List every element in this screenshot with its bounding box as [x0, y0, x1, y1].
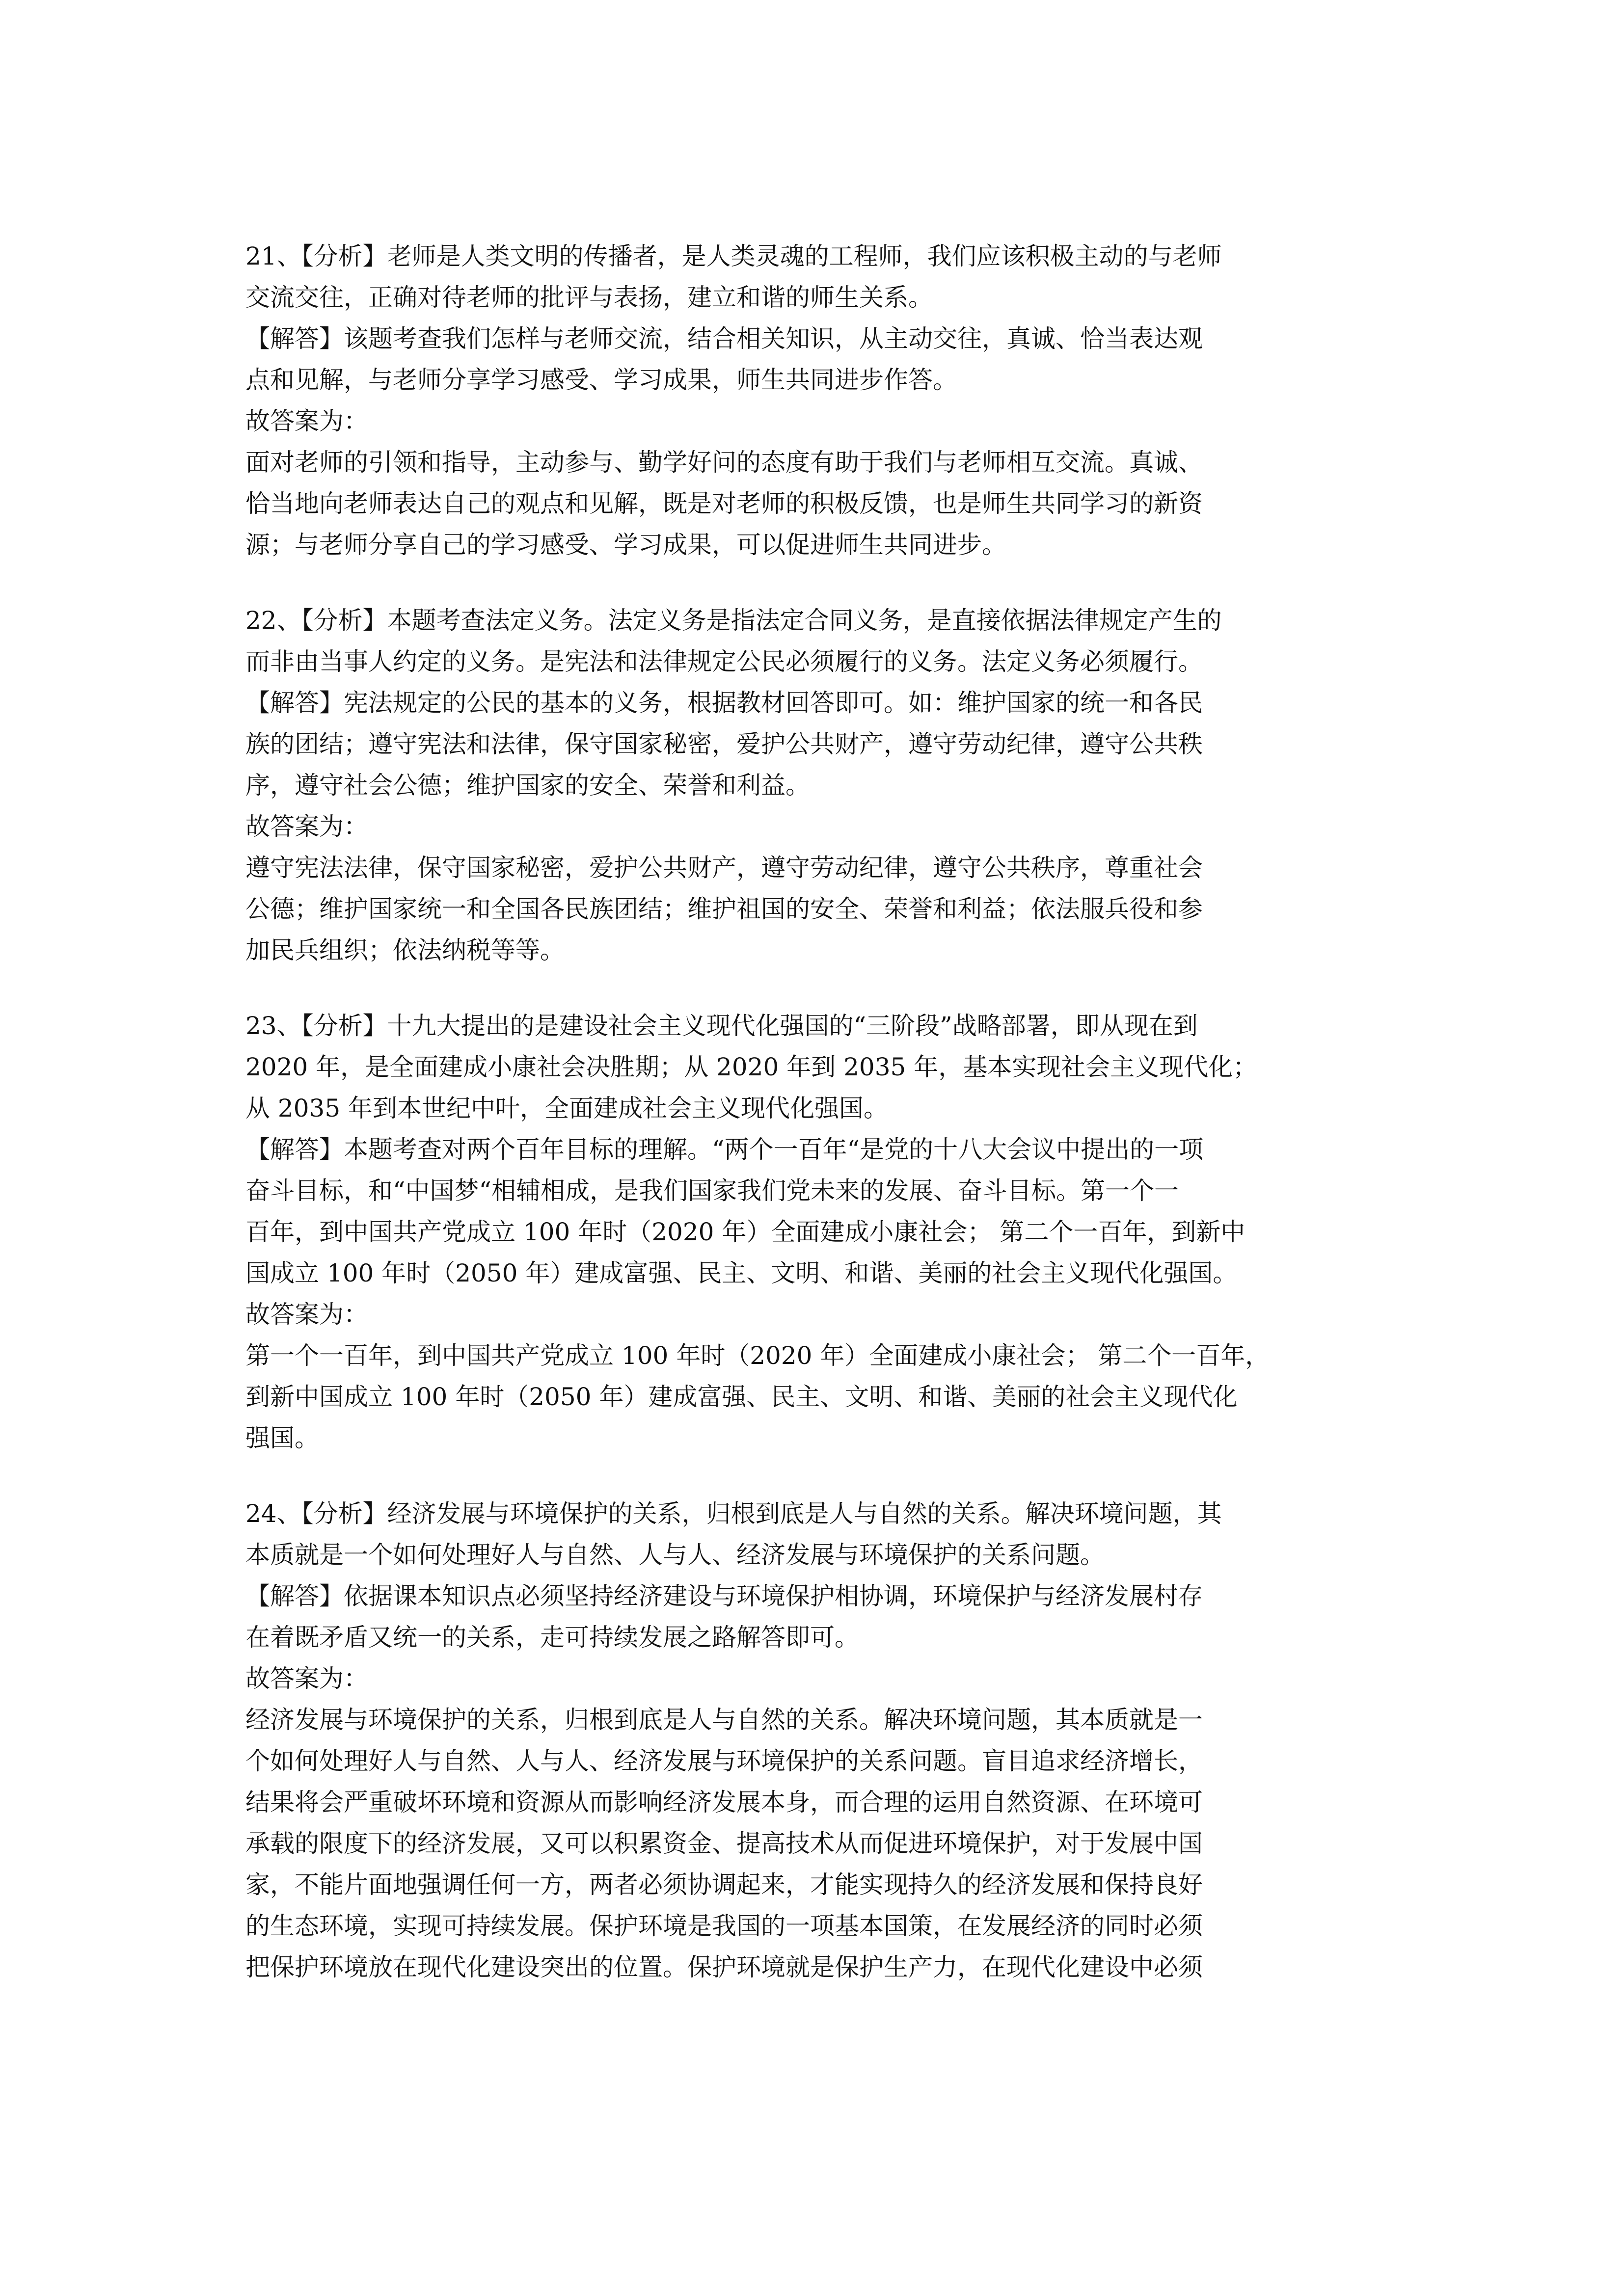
text-line: 而非由当事人约定的义务。是宪法和法律规定公民必须履行的义务。法定义务必须履行。 [245, 647, 1203, 676]
text-line: 结果将会严重破坏环境和资源从而影响经济发展本身，而合理的运用自然资源、在环境可 [245, 1788, 1203, 1816]
text-line: 国成立 100 年时（2050 年）建成富强、民主、文明、和谐、美丽的社会主义现代化强国。 [245, 1259, 1238, 1287]
text-line: 第一个一百年，到中国共产党成立 100 年时（2020 年）全面建成小康社会； 第二个一百年， [245, 1341, 1270, 1370]
document-page [245, 236, 1404, 2022]
question-21-block [245, 236, 1404, 565]
text-line: 公德；维护国家统一和全国各民族团结；维护祖国的安全、荣誉和利益；依法服兵役和参 [245, 895, 1203, 923]
text-line: 22、【分析】本题考查法定义务。法定义务是指法定合同义务，是直接依据法律规定产生的 [245, 606, 1222, 635]
text-line: 把保护环境放在现代化建设突出的位置。保护环境就是保护生产力，在现代化建设中必须 [245, 1953, 1203, 1981]
text-line: 序，遵守社会公德；维护国家的安全、荣誉和利益。 [245, 771, 810, 800]
text-line: 故答案为： [245, 812, 368, 841]
text-line: 经济发展与环境保护的关系，归根到底是人与自然的关系。解决环境问题，其本质就是一 [245, 1706, 1203, 1734]
text-line: 交流交往，正确对待老师的批评与表扬，建立和谐的师生关系。 [245, 283, 933, 312]
text-line: 源；与老师分享自己的学习感受、学习成果，可以促进师生共同进步。 [245, 531, 1006, 559]
question-24-block [245, 1493, 1404, 1988]
text-line: 的生态环境，实现可持续发展。保护环境是我国的一项基本国策，在发展经济的同时必须 [245, 1912, 1203, 1940]
text-line: 加民兵组织；依法纳税等等。 [245, 936, 565, 964]
text-line: 强国。 [245, 1424, 319, 1452]
text-line: 【解答】依据课本知识点必须坚持经济建设与环境保护相协调，环境保护与经济发展村存 [245, 1582, 1203, 1610]
text-line: 【解答】该题考查我们怎样与老师交流，结合相关知识，从主动交往，真诚、恰当表达观 [245, 324, 1203, 353]
text-line: 到新中国成立 100 年时（2050 年）建成富强、民主、文明、和谐、美丽的社会主义现代化 [245, 1383, 1238, 1411]
text-line: 承载的限度下的经济发展，又可以积累资金、提高技术从而促进环境保护，对于发展中国 [245, 1829, 1203, 1858]
text-line: 2020 年，是全面建成小康社会决胜期；从 2020 年到 2035 年，基本实现社会主义现代化； [245, 1053, 1258, 1081]
question-23-block [245, 1005, 1404, 1459]
text-line: 故答案为： [245, 1664, 368, 1693]
text-line: 【解答】本题考查对两个百年目标的理解。“两个一百年“是党的十八大会议中提出的一项 [245, 1135, 1204, 1164]
text-line: 遵守宪法法律，保守国家秘密，爱护公共财产，遵守劳动纪律，遵守公共秩序，尊重社会 [245, 854, 1203, 882]
text-line: 个如何处理好人与自然、人与人、经济发展与环境保护的关系问题。盲目追求经济增长， [245, 1747, 1203, 1775]
text-line: 家，不能片面地强调任何一方，两者必须协调起来，才能实现持久的经济发展和保持良好 [245, 1870, 1203, 1899]
text-line: 恰当地向老师表达自己的观点和见解，既是对老师的积极反馈，也是师生共同学习的新资 [245, 489, 1203, 518]
text-line: 族的团结；遵守宪法和法律，保守国家秘密，爱护公共财产，遵守劳动纪律，遵守公共秩 [245, 730, 1203, 758]
text-line: 从 2035 年到本世纪中叶，全面建成社会主义现代化强国。 [245, 1094, 889, 1122]
text-line: 故答案为： [245, 407, 368, 435]
text-line: 【解答】宪法规定的公民的基本的义务，根据教材回答即可。如：维护国家的统一和各民 [245, 689, 1203, 717]
text-line: 奋斗目标，和“中国梦“相辅相成，是我们国家我们党未来的发展、奋斗目标。第一个一 [245, 1176, 1179, 1205]
text-line: 21、【分析】老师是人类文明的传播者，是人类灵魂的工程师，我们应该积极主动的与老师 [245, 242, 1222, 270]
text-line: 本质就是一个如何处理好人与自然、人与人、经济发展与环境保护的关系问题。 [245, 1541, 1105, 1569]
text-line: 23、【分析】十九大提出的是建设社会主义现代化强国的“三阶段”战略部署，即从现在到 [245, 1012, 1198, 1040]
text-line: 故答案为： [245, 1300, 368, 1329]
text-line: 24、【分析】经济发展与环境保护的关系，归根到底是人与自然的关系。解决环境问题，其 [245, 1499, 1222, 1528]
text-line: 在着既矛盾又统一的关系，走可持续发展之路解答即可。 [245, 1623, 859, 1652]
text-line: 百年，到中国共产党成立 100 年时（2020 年）全面建成小康社会； 第二个一百年，到新中 [245, 1218, 1245, 1246]
question-22-block [245, 600, 1404, 971]
text-line: 面对老师的引领和指导，主动参与、勤学好问的态度有助于我们与老师相互交流。真诚、 [245, 448, 1203, 477]
text-line: 点和见解，与老师分享学习感受、学习成果，师生共同进步作答。 [245, 366, 957, 394]
